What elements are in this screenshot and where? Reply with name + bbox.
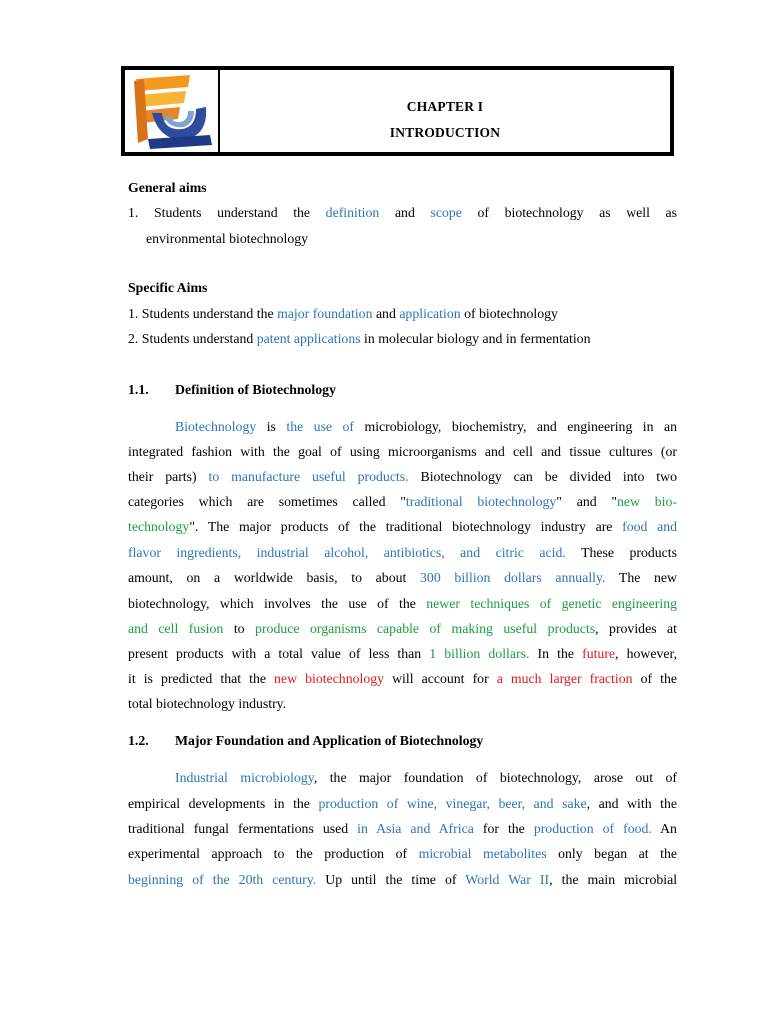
specific-aim-2: 2. Students understand patent applications in molecular biology and in fermentation (128, 331, 591, 346)
paragraph-line: Industrial microbiology, the major foundation of biotechnology, arose out of (175, 770, 677, 785)
header-title-cell (220, 70, 670, 152)
section-number: 1.1. (128, 382, 149, 397)
section-title: Definition of Biotechnology (175, 382, 336, 397)
general-aims-heading: General aims (128, 180, 207, 195)
paragraph-line: flavor ingredients, industrial alcohol, antibiotics, and citric acid. These products (128, 545, 677, 560)
specific-aim-1: 1. Students understand the major foundation and application of biotechnology (128, 306, 558, 321)
paragraph-line: technology". The major products of the traditional biotechnology industry are food and (128, 519, 677, 534)
paragraph-line: amount, on a worldwide basis, to about 300 billion dollars annually. The new (128, 570, 678, 585)
chapter-title: INTRODUCTION (389, 125, 501, 140)
section-1-1-heading (128, 381, 677, 399)
paragraph-line: categories which are sometimes called "traditional biotechnology" and "new bio- (128, 494, 677, 509)
general-aim-1-cont: environmental biotechnology (146, 231, 309, 246)
chapter-header-box (121, 66, 674, 156)
paragraph-line: biotechnology, which involves the use of the newer techniques of genetic engineering (128, 596, 677, 611)
institution-logo-icon (130, 73, 214, 149)
logo-cell (125, 70, 220, 152)
paragraph-line: traditional fungal fermentations used in Asia and Africa for the production of food. An (128, 821, 677, 836)
paragraph-line: it is predicted that the new biotechnology will account for a much larger fraction of the (128, 671, 677, 686)
paragraph-line: beginning of the 20th century. Up until the time of World War II, the main microbial (128, 872, 678, 887)
paragraph-line: their parts) to manufacture useful products. Biotechnology can be divided into two (128, 469, 677, 484)
specific-aims-heading: Specific Aims (128, 280, 208, 295)
paragraph-line: Biotechnology is the use of microbiology, biochemistry, and engineering in an (175, 419, 678, 434)
section-1-2-heading (128, 732, 677, 750)
paragraph-line: total biotechnology industry. (128, 696, 287, 711)
paragraph-line: empirical developments in the production of wine, vinegar, beer, and sake, and with the (128, 796, 677, 811)
paragraph-line: and cell fusion to produce organisms capable of making useful products, provides at (128, 621, 678, 636)
section-title: Major Foundation and Application of Biotechnology (175, 733, 484, 748)
paragraph-line: integrated fashion with the goal of using microorganisms and cell and tissue cultures (or (128, 444, 677, 459)
paragraph-line: experimental approach to the production of microbial metabolites only began at the (128, 846, 677, 861)
section-number: 1.2. (128, 733, 149, 748)
chapter-number: CHAPTER I (406, 99, 484, 114)
paragraph-line: present products with a total value of less than 1 billion dollars. In the future, however, (128, 646, 677, 661)
general-aim-1: 1. Students understand the definition and scope of biotechnology as well as (128, 205, 678, 220)
